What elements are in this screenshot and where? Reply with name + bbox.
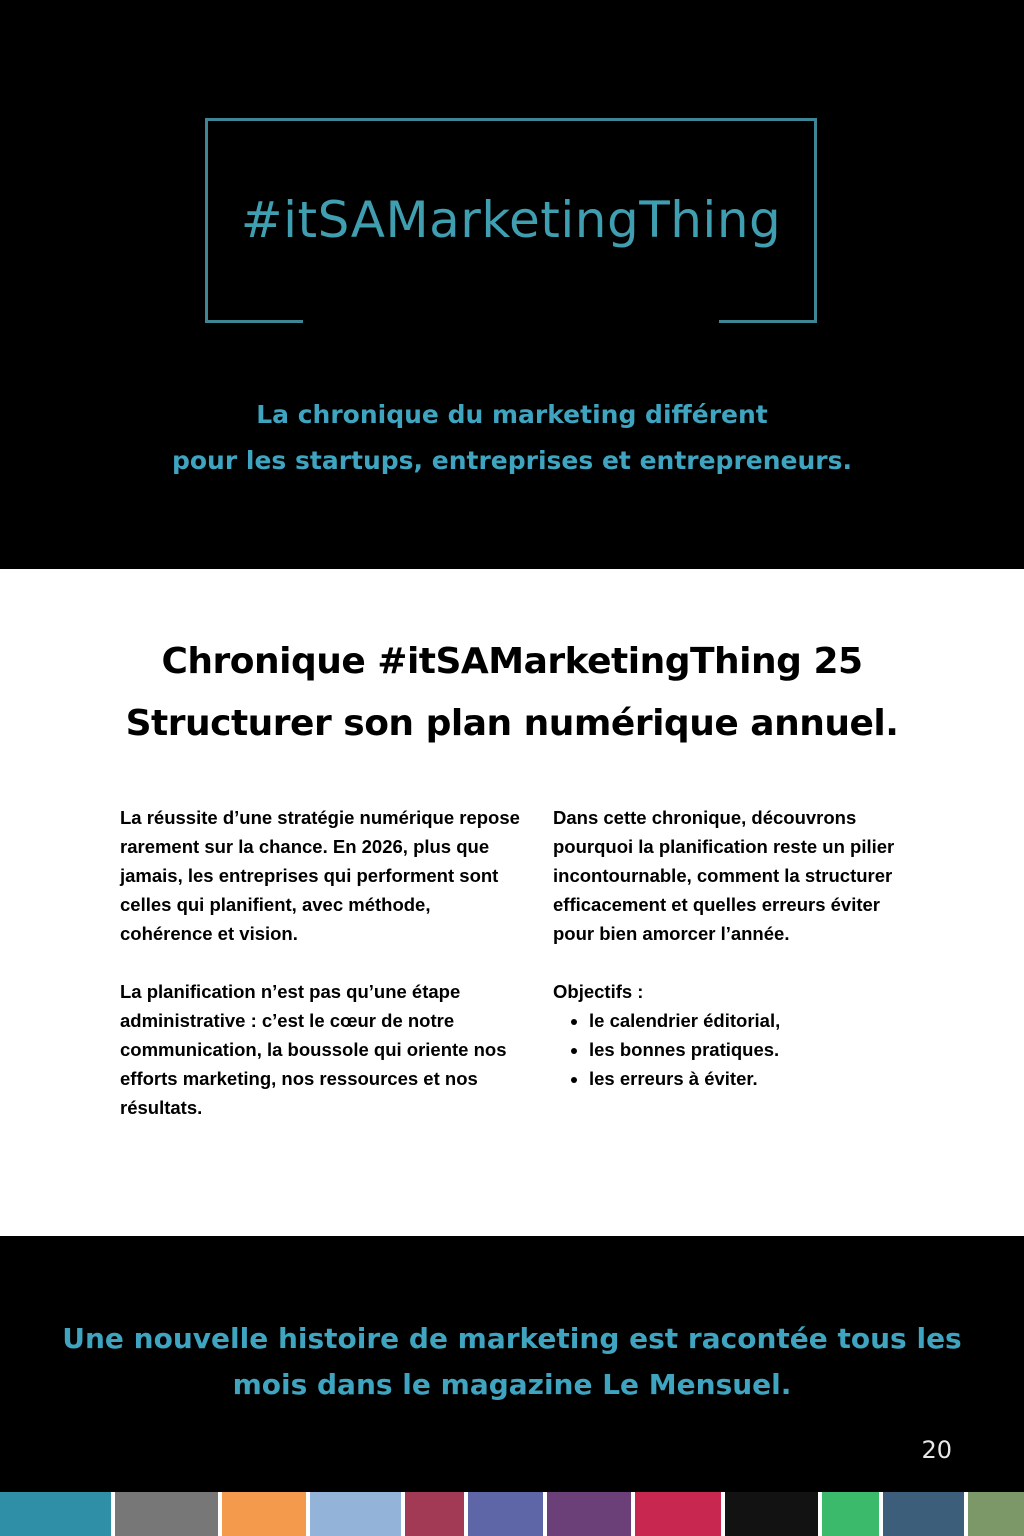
list-item: • les erreurs à éviter. xyxy=(589,1064,923,1093)
palette-swatch xyxy=(547,1492,631,1536)
tagline xyxy=(0,392,1024,484)
brand-hashtag: #itSAMarketingThing xyxy=(240,191,782,249)
palette-swatch xyxy=(725,1492,818,1536)
footer-line-1: Une nouvelle histoire de marketing est racontée tous les xyxy=(62,1322,962,1355)
palette-swatch xyxy=(405,1492,464,1536)
article-title-line-1: Chronique #itSAMarketingThing 25 xyxy=(161,641,863,682)
footer-line-2: mois dans le magazine Le Mensuel. xyxy=(232,1368,792,1401)
left-paragraph-1: La réussite d’une stratégie numérique repose rarement sur la chance. En 2026, plus que jamais, les entreprises qui performent sont celles qui planifient, avec méthode, cohérence et vision. xyxy=(120,807,520,944)
tagline-line-2: pour les startups, entreprises et entrepreneurs. xyxy=(171,446,852,475)
tagline-line-1: La chronique du marketing différent xyxy=(256,400,768,429)
article-right-column xyxy=(553,803,923,1093)
page-number: 20 xyxy=(921,1436,952,1464)
article-title xyxy=(0,631,1024,755)
right-paragraph-1: Dans cette chronique, découvrons pourquoi la planification reste un pilier incontournable, comment la structurer efficacement et quelles erreurs éviter pour bien amorcer l’année. xyxy=(553,807,895,944)
footer-banner xyxy=(0,1236,1024,1492)
palette-swatch xyxy=(115,1492,218,1536)
article-title-line-2: Structurer son plan numérique annuel. xyxy=(125,703,899,744)
color-palette-strip xyxy=(0,1492,1024,1536)
brand-frame xyxy=(205,118,817,323)
list-item: • les bonnes pratiques. xyxy=(589,1035,923,1064)
palette-swatch xyxy=(968,1492,1024,1536)
objectives-list xyxy=(553,1006,923,1093)
article-left-column xyxy=(120,803,520,1151)
palette-swatch xyxy=(468,1492,543,1536)
palette-swatch xyxy=(222,1492,306,1536)
article-section xyxy=(0,569,1024,1236)
list-item: • le calendrier éditorial, xyxy=(589,1006,923,1035)
palette-swatch xyxy=(883,1492,964,1536)
palette-swatch xyxy=(0,1492,111,1536)
header-banner xyxy=(0,0,1024,569)
objectives-label: Objectifs : xyxy=(553,981,644,1002)
palette-swatch xyxy=(635,1492,721,1536)
palette-swatch xyxy=(310,1492,401,1536)
palette-swatch xyxy=(822,1492,879,1536)
footer-message xyxy=(0,1316,1024,1408)
left-paragraph-2: La planification n’est pas qu’une étape administrative : c’est le cœur de notre communication, la boussole qui oriente nos efforts marketing, nos ressources et nos résultats. xyxy=(120,981,507,1118)
